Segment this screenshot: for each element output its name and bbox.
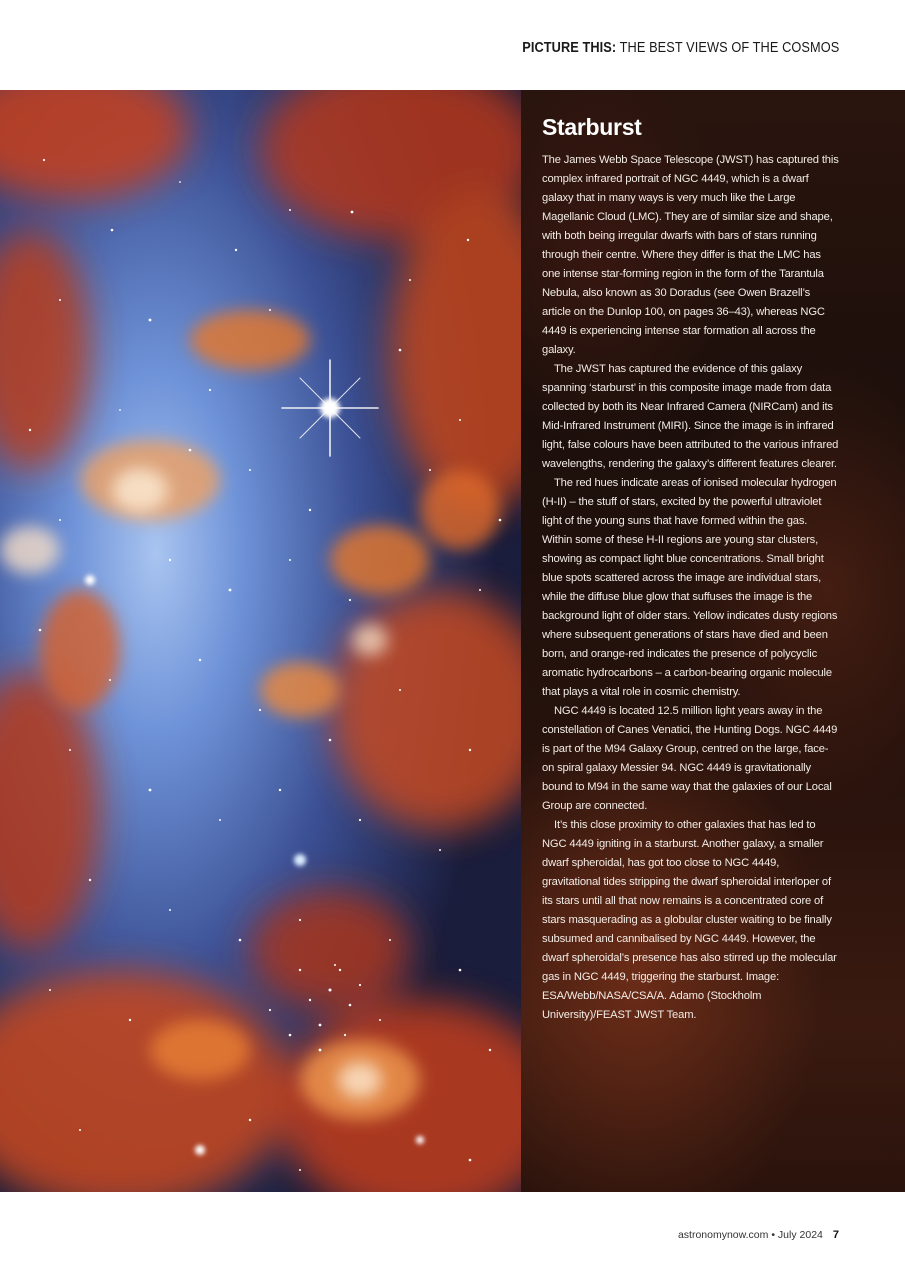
article-paragraph: The red hues indicate areas of ionised molecular hydrogen (H-II) – the stuff of stars, excited by the powerful ultraviolet light of the young suns that have formed within the gas. Within some of these H-II regions are young star clusters, showing as compact light blue concentrations. Small bright blue spots scattered across the image are individual stars, while the diffuse blue glow that suffuses the image is the background light of older stars. Yellow indicates dusty regions where subsequent generations of stars have died and been born, and orange-red indicates the presence of polycyclic aromatic hydrocarbons – a carbon-bearing organic molecule that plays a vital role in cosmic chemistry. bbox=[542, 477, 838, 698]
section-kicker: PICTURE THIS: bbox=[521, 40, 616, 56]
issue-date: July 2024 bbox=[777, 1229, 823, 1241]
article-panel bbox=[521, 90, 905, 1192]
page-number: 7 bbox=[832, 1229, 839, 1241]
footer-separator: • bbox=[768, 1229, 778, 1241]
article-paragraph: NGC 4449 is located 12.5 million light years away in the constellation of Canes Venatici, the Hunting Dogs. NGC 4449 is part of the M94 Galaxy Group, centred on the large, face-on spiral galaxy Messier 94. NGC 4449 is gravitationally bound to M94 in the same way that the galaxies of our Local Group are connected. bbox=[542, 705, 838, 812]
article-paragraph: The JWST has captured the evidence of this galaxy spanning ‘starburst’ in this composite image made from data collected by both its Near Infrared Camera (NIRCam) and its Mid-Infrared Instrument (MIRI). Since the image is in infrared light, false colours have been attributed to the various infrared wavelengths, rendering the galaxy’s different features clearer. bbox=[542, 363, 839, 470]
ngc-4449-infrared-image bbox=[0, 90, 521, 1192]
article-paragraph: The James Webb Space Telescope (JWST) has captured this complex infrared portrait of NGC 4449, which is a dwarf galaxy that in many ways is very much like the Large Magellanic Cloud (LMC). They are of similar size and shape, with both being irregular dwarfs with bars of stars running through their centre. Where they differ is that the LMC has one intense star-forming region in the form of the Tarantula Nebula, also known as 30 Doradus (see Owen Brazell’s article on the Dunlop 100, on pages 36–43), whereas NGC 4449 is experiencing intense star formation all across the galaxy. bbox=[542, 154, 839, 356]
section-title: THE BEST VIEWS OF THE COSMOS bbox=[615, 40, 839, 56]
page-footer bbox=[678, 1229, 839, 1241]
article-title: Starburst bbox=[542, 114, 642, 140]
website: astronomynow.com bbox=[677, 1229, 769, 1241]
article-paragraph: It’s this close proximity to other galaxies that has led to NGC 4449 igniting in a starburst. Another galaxy, a smaller dwarf spheroidal, has got too close to NGC 4449, gravitational tides stripping the dwarf spheroidal interloper of its stars until all that now remains is a concentrated core of stars masquerading as a globular cluster waiting to be finally subsumed and cannibalised by NGC 4449. However, the dwarf spheroidal’s presence has also stirred up the molecular gas in NGC 4449, triggering the starburst. Image: ESA/Webb/NASA/CSA/A. Adamo (Stockholm University)/FEAST JWST Team. bbox=[542, 819, 837, 1021]
running-head bbox=[522, 40, 839, 56]
article bbox=[542, 114, 840, 1025]
galaxy-image bbox=[0, 90, 521, 1192]
